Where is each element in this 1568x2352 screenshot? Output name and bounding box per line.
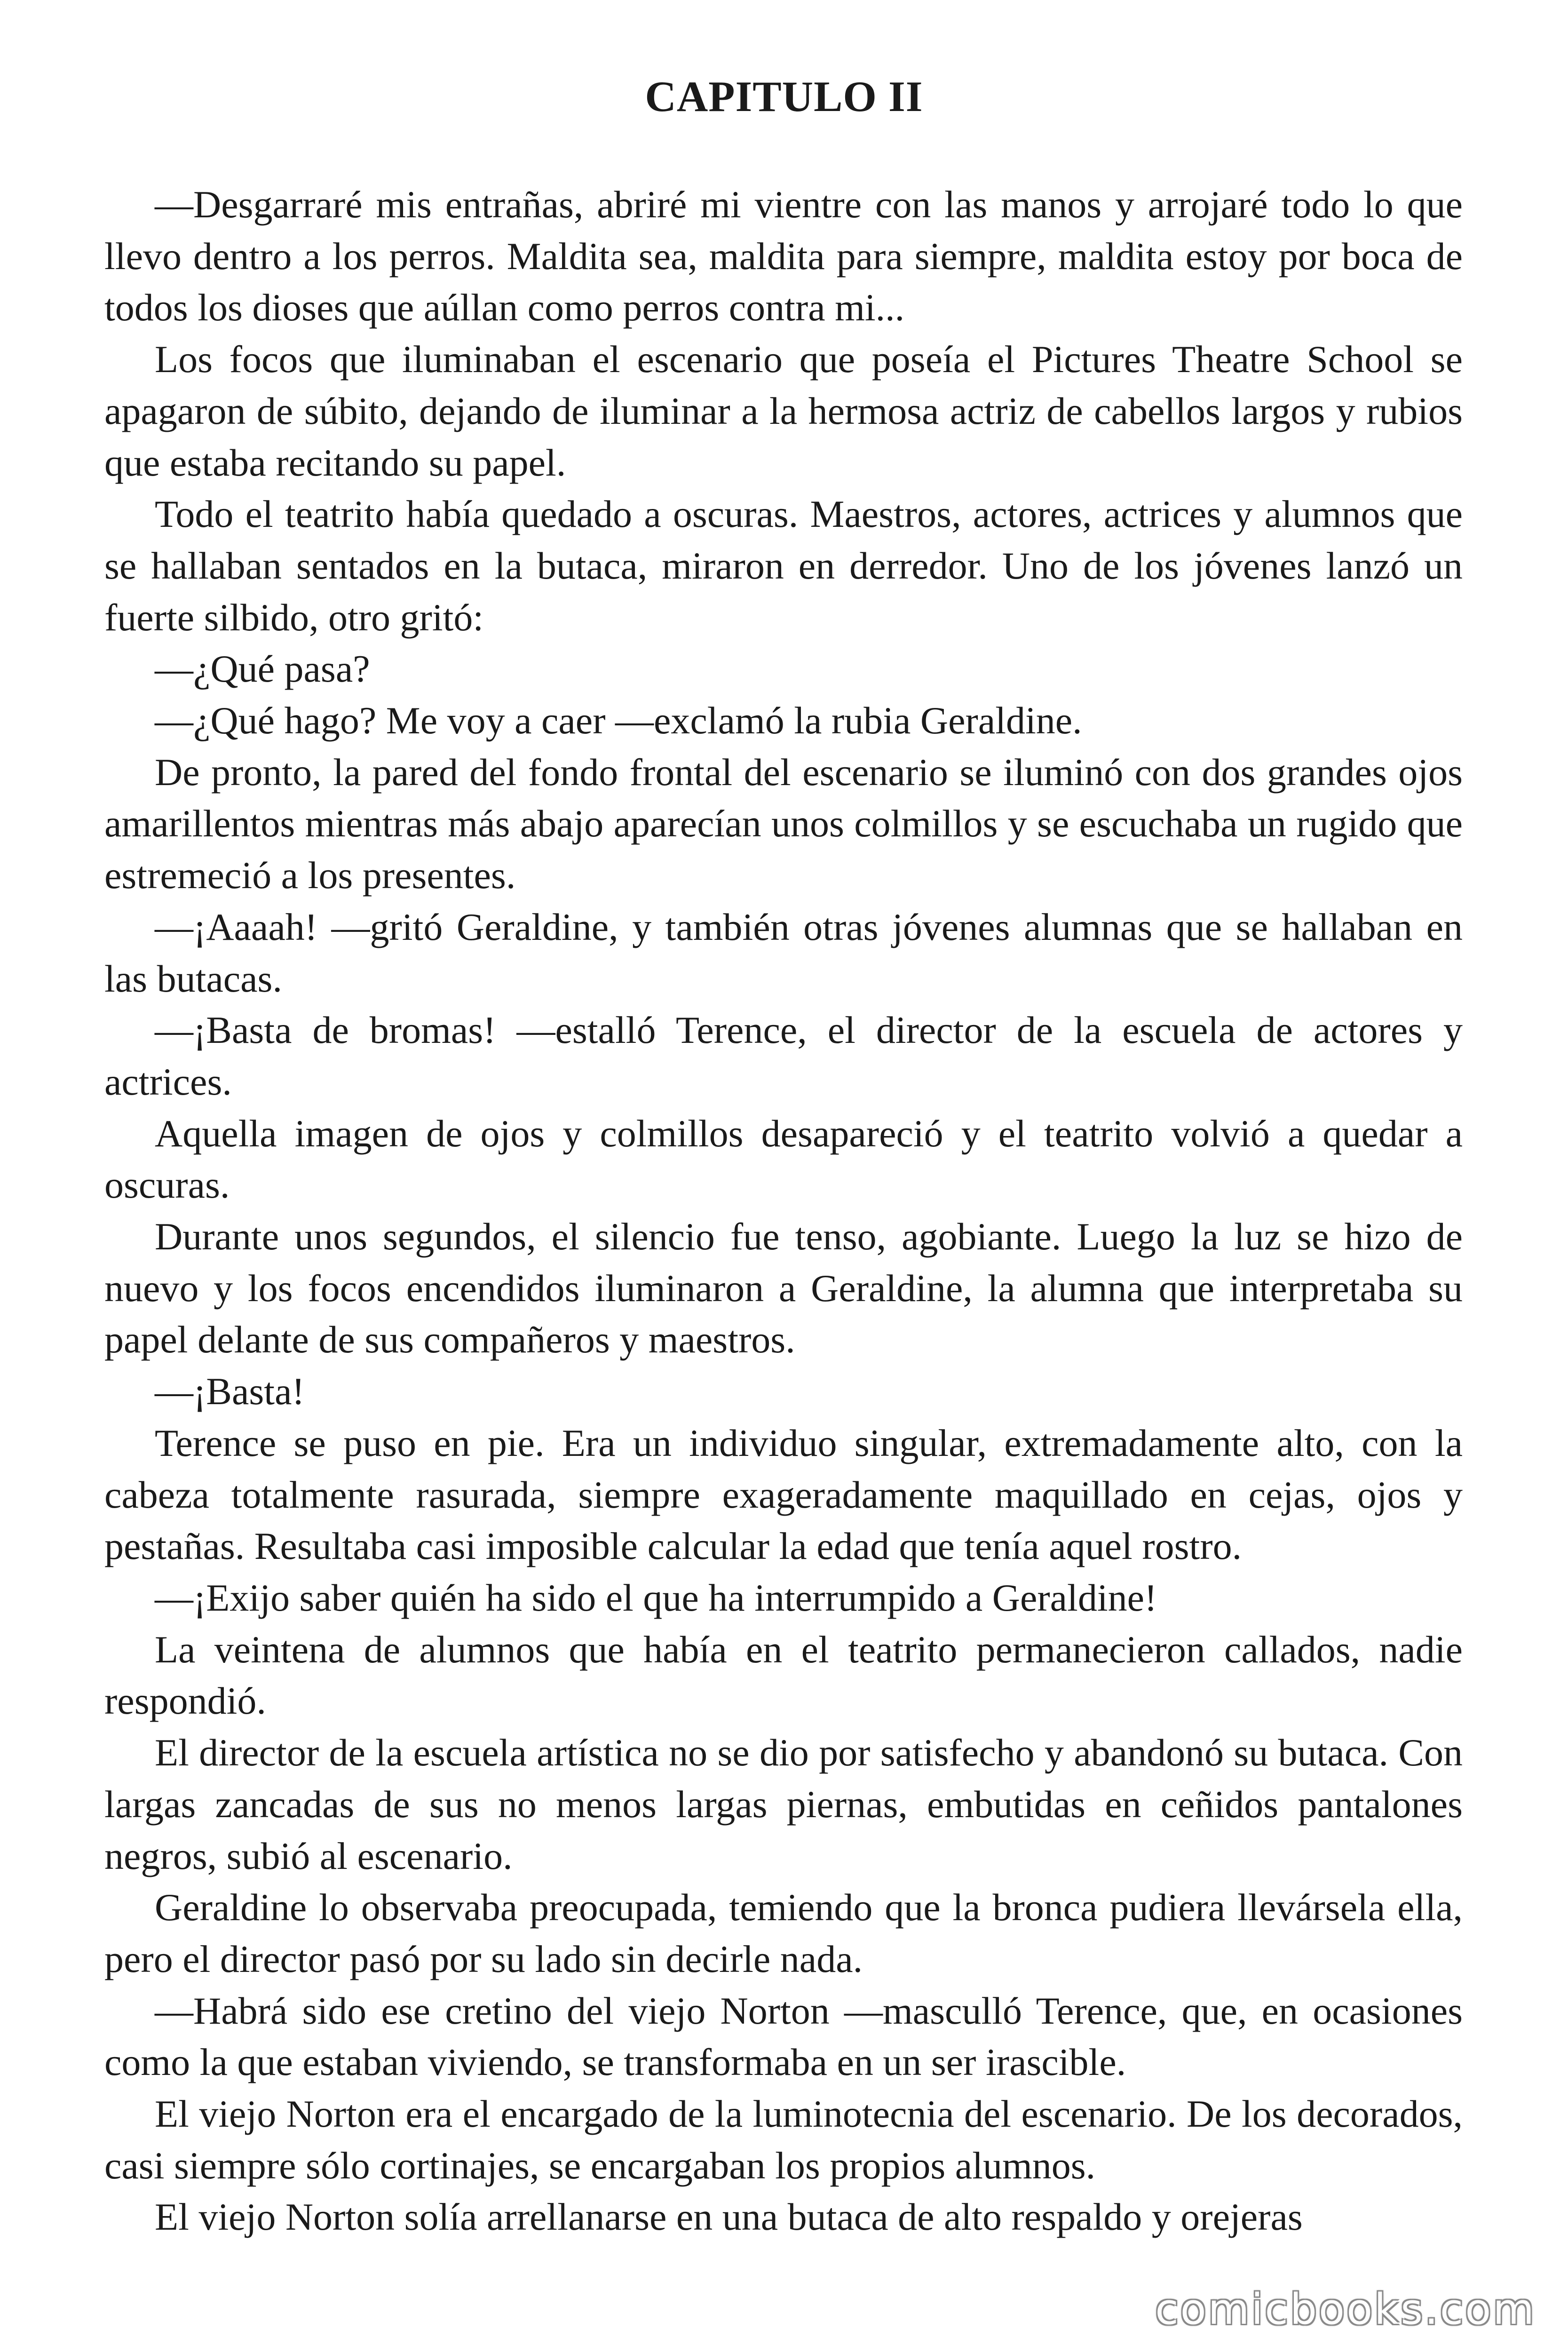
paragraph: Durante unos segundos, el silencio fue tenso, agobiante. Luego la luz se hizo de nuevo y los focos encendidos iluminaron a Geraldine, la alumna que interpretaba su papel delante de sus compañeros y maestros. xyxy=(104,1215,1463,1361)
paragraph: —¡Aaaah! —gritó Geraldine, y también otras jóvenes alumnas que se hallaban en las butacas. xyxy=(104,905,1463,1000)
paragraph: —¡Exijo saber quién ha sido el que ha interrumpido a Geraldine! xyxy=(155,1576,1157,1619)
paragraph: El viejo Norton era el encargado de la luminotecnia del escenario. De los decorados, casi siempre sólo cortinajes, se encargaban los propios alumnos. xyxy=(104,2092,1463,2187)
paragraph: La veintena de alumnos que había en el teatrito permanecieron callados, nadie respondió. xyxy=(104,1628,1463,1723)
paragraph: —¡Basta! xyxy=(155,1370,305,1413)
paragraph: Los focos que iluminaban el escenario que poseía el Pictures Theatre School se apagaron de súbito, dejando de iluminar a la hermosa actriz de cabellos largos y rubios que estaba recitando su papel. xyxy=(104,338,1463,484)
paragraph: —Desgarraré mis entrañas, abriré mi vientre con las manos y arrojaré todo lo que llevo dentro a los perros. Maldita sea, maldita para siempre, maldita estoy por boca de todos los dioses que aúllan como perros contra mi... xyxy=(104,183,1463,329)
paragraph: Geraldine lo observaba preocupada, temiendo que la bronca pudiera llevársela ella, pero el director pasó por su lado sin decirle nada. xyxy=(104,1886,1463,1980)
paragraph: Terence se puso en pie. Era un individuo singular, extremadamente alto, con la cabeza totalmente rasurada, siempre exageradamente maquillado en cejas, ojos y pestañas. Resultaba casi imposible calcular la edad que tenía aquel rostro. xyxy=(104,1421,1463,1568)
paragraph: —Habrá sido ese cretino del viejo Norton —masculló Terence, que, en ocasiones como la que estaban viviendo, se transformaba en un ser irascible. xyxy=(104,1989,1463,2084)
paragraph: —¡Basta de bromas! —estalló Terence, el director de la escuela de actores y actrices. xyxy=(104,1009,1463,1103)
paragraph: El director de la escuela artística no se dio por satisfecho y abandonó su butaca. Con largas zancadas de sus no menos largas piernas, embutidas en ceñidos pantalones negros, subió al escenario. xyxy=(104,1731,1463,1877)
paragraph: El viejo Norton solía arrellanarse en una butaca de alto respaldo y orejeras xyxy=(155,2195,1303,2239)
chapter-body xyxy=(104,179,1463,2243)
paragraph: —¿Qué hago? Me voy a caer —exclamó la rubia Geraldine. xyxy=(155,699,1082,742)
paragraph: Aquella imagen de ojos y colmillos desapareció y el teatrito volvió a quedar a oscuras. xyxy=(104,1112,1463,1207)
paragraph: De pronto, la pared del fondo frontal del escenario se iluminó con dos grandes ojos amarillentos mientras más abajo aparecían unos colmillos y se escuchaba un rugido que estremeció a los presentes. xyxy=(104,750,1463,897)
paragraph: —¿Qué pasa? xyxy=(155,647,370,691)
watermark: comicbooks.com xyxy=(1155,2285,1536,2334)
chapter-title: CAPITULO II xyxy=(645,72,923,120)
paragraph: Todo el teatrito había quedado a oscuras. Maestros, actores, actrices y alumnos que se hallaban sentados en la butaca, miraron en derredor. Uno de los jóvenes lanzó un fuerte silbido, otro gritó: xyxy=(104,493,1463,639)
